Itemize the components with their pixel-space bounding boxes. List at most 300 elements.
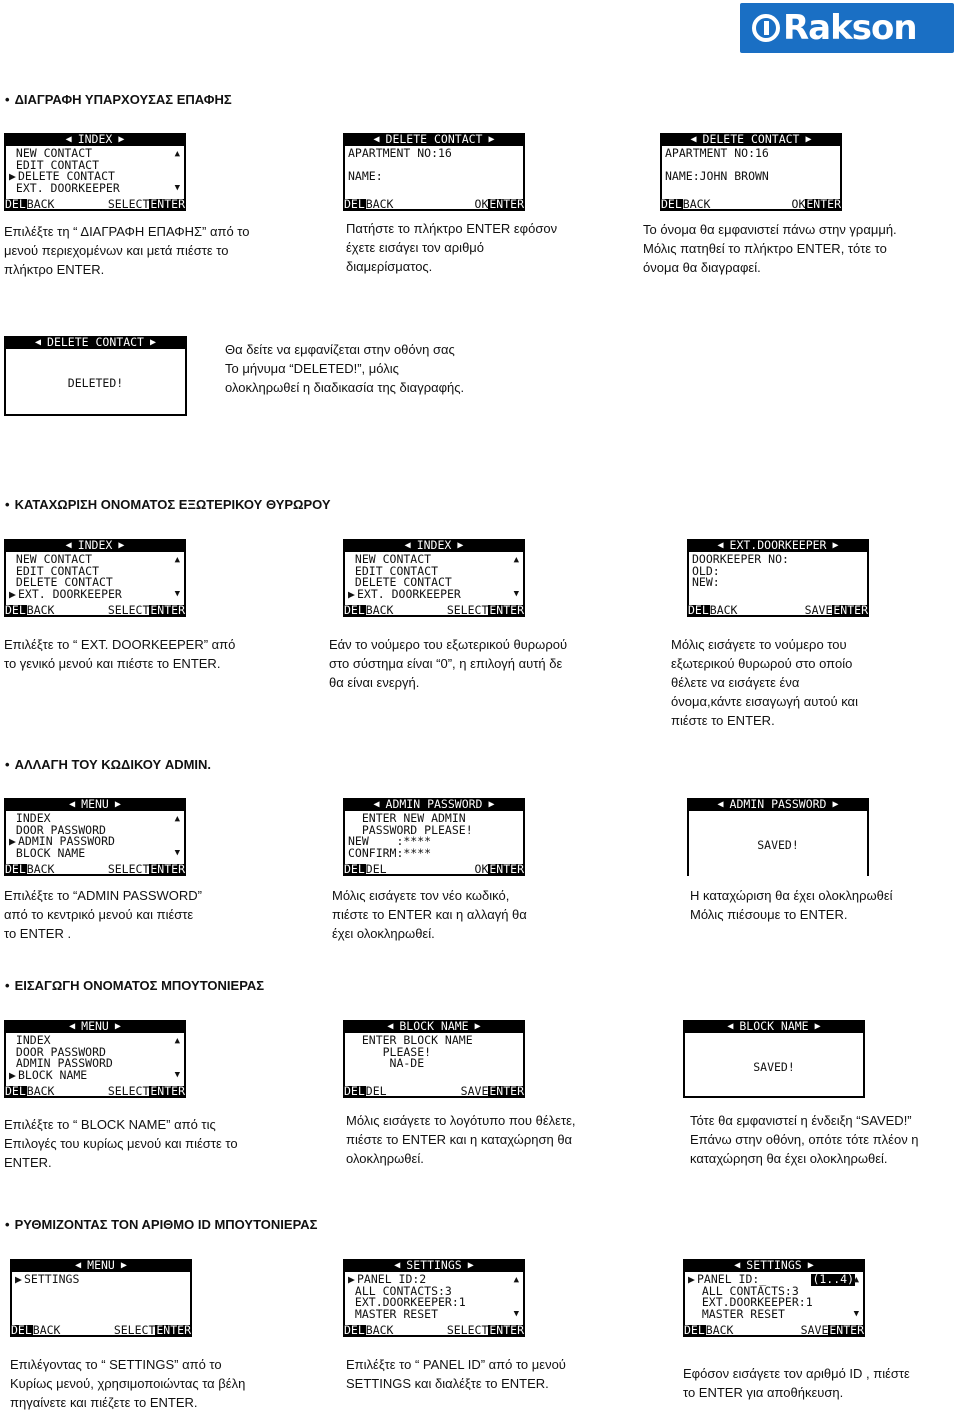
footer-left-label: BACK	[26, 602, 55, 617]
lcd-footer	[343, 863, 525, 876]
lcd-line-text: PASSWORD PLEASE!	[348, 822, 473, 837]
footer-right-label: SELECT	[446, 602, 489, 617]
lcd-line-text: PANEL ID:_	[697, 1272, 767, 1286]
triangle-up-icon: ▲	[174, 814, 180, 824]
caption-line: θέλετε να εισάγετε ένα	[671, 675, 800, 690]
lcd-line-text: ALL CONTACTS:3	[348, 1283, 452, 1298]
enter-key-label: ENTER	[156, 1322, 191, 1337]
lcd-title-bar	[660, 133, 842, 146]
caption-line: διαμερίσματος.	[346, 259, 433, 274]
lcd-line	[692, 577, 859, 589]
enter-key-label: ENTER	[489, 196, 524, 211]
enter-key-label: ENTER	[489, 602, 524, 617]
section-heading-panel-id: • ΡΥΘΜΙΖΟΝΤΑΣ ΤΟΝ ΑΡΙΘΜΟ ID ΜΠΟΥΤΟΝΙΕΡΑΣ	[5, 1217, 318, 1232]
footer-right	[791, 196, 842, 211]
triangle-down-icon: ▼	[513, 589, 519, 599]
lcd-screen-delete-contact-name	[660, 133, 842, 211]
del-key-label: DEL	[344, 196, 365, 211]
triangle-down-icon: ▼	[174, 589, 180, 599]
lcd-line-text: ALL CONTACTS:3	[688, 1283, 799, 1298]
lcd-title-bar	[4, 336, 187, 349]
lcd-screen-settings	[343, 1259, 525, 1337]
del-key-label: DEL	[5, 1083, 26, 1098]
lcd-screen-deleted	[4, 336, 187, 416]
chevron-right-icon: ▶	[832, 539, 839, 551]
chevron-left-icon: ◀	[69, 1020, 76, 1032]
chevron-left-icon: ◀	[75, 1259, 82, 1271]
lcd-line	[9, 1067, 176, 1082]
footer-right-label: SAVE	[460, 1083, 489, 1098]
lcd-line-text: APARTMENT NO:16	[665, 146, 769, 160]
footer-left	[660, 196, 711, 211]
del-key-label: DEL	[684, 1322, 705, 1337]
caption-line: Θα δείτε να εμφανίζεται στην οθόνη σας	[225, 342, 455, 357]
lcd-title: BLOCK NAME	[399, 1018, 469, 1033]
lcd-footer	[343, 1324, 525, 1337]
lcd-title-bar	[4, 1020, 186, 1033]
chevron-right-icon: ▶	[488, 133, 495, 145]
chevron-right-icon: ▶	[120, 1259, 127, 1271]
lcd-line	[348, 1058, 515, 1070]
footer-right-label: OK	[474, 861, 489, 876]
lcd-line-list	[692, 554, 859, 589]
bullet-icon: •	[5, 757, 10, 772]
lcd-line	[9, 845, 176, 860]
lcd-screen-block-name	[343, 1020, 525, 1098]
footer-left-label: BACK	[365, 196, 394, 211]
footer-right	[446, 602, 525, 617]
caption-line: Επιλέξτε το “ EXT. DOORKEEPER” από	[4, 637, 236, 652]
footer-right-label: SAVE	[800, 1322, 829, 1337]
triangle-down-icon: ▼	[174, 183, 180, 193]
lcd-line-list	[348, 148, 515, 183]
caption-line: ENTER.	[4, 1155, 52, 1170]
triangle-down-icon: ▼	[513, 1309, 519, 1319]
footer-right-label: SELECT	[113, 1322, 156, 1337]
lcd-screen-delete-contact	[343, 133, 525, 211]
footer-right-label: OK	[791, 196, 806, 211]
footer-left-label: BACK	[365, 1322, 394, 1337]
caption-select-panel-id	[346, 1355, 636, 1393]
lcd-line-text: CONFIRM:****	[348, 845, 432, 860]
footer-left-label: DEL	[365, 1083, 387, 1098]
lcd-title: INDEX	[77, 131, 113, 146]
caption-line: Επιλέξτε το “ADMIN PASSWORD”	[4, 888, 203, 903]
lcd-title: EXT.DOORKEEPER	[729, 537, 827, 552]
caption-line: πηγαίνετε και πιέζετε το ENTER.	[10, 1395, 198, 1410]
lcd-title-bar	[687, 539, 869, 552]
enter-key-label: ENTER	[833, 602, 868, 617]
lcd-title-bar	[343, 1020, 525, 1033]
chevron-left-icon: ◀	[69, 798, 76, 810]
lcd-line	[348, 171, 515, 183]
caption-line: από το κεντρικό μενού και πιέστε	[4, 907, 194, 922]
caption-block-saved	[690, 1111, 960, 1168]
footer-right-label: SELECT	[107, 602, 150, 617]
footer-right	[107, 196, 186, 211]
footer-right-label: OK	[474, 196, 489, 211]
lcd-line	[665, 148, 832, 160]
lcd-line-text: INDEX	[9, 811, 51, 825]
lcd-footer	[4, 863, 186, 876]
lcd-line-list	[348, 1274, 515, 1320]
caption-line: Επιλέξτε τη “ ΔΙΑΓΡΑΦΗ ΕΠΑΦΗΣ” από το	[4, 224, 250, 239]
caption-line: Κυρίως μενού, χρησιμοποιώντας τα βέλη	[10, 1376, 246, 1391]
lcd-line-list	[348, 554, 515, 600]
lcd-line-text: EXT. DOORKEEPER	[357, 586, 461, 601]
footer-left	[4, 196, 55, 211]
footer-right	[474, 861, 525, 876]
caption-line: πιέστε το ENTER.	[671, 713, 775, 728]
footer-right	[107, 1083, 186, 1098]
caption-enter-logo	[346, 1111, 636, 1168]
caption-line: Επιλογές του κυρίως μενού και πιέστε το	[4, 1136, 238, 1151]
lcd-footer	[660, 198, 842, 211]
caption-line: Εφόσον εισάγετε τον αριθμό ID , πιέστε	[683, 1366, 910, 1381]
caption-select-block-name	[4, 1115, 294, 1172]
caption-select-admin-password	[4, 886, 264, 943]
caption-line: εξωτερικού θυρωρού στο οποίο	[671, 656, 853, 671]
lcd-title-bar	[10, 1259, 192, 1272]
footer-left	[343, 602, 394, 617]
caption-line: το ENTER για αποθήκευση.	[683, 1385, 844, 1400]
enter-key-label: ENTER	[806, 196, 841, 211]
lcd-line-list	[348, 1035, 515, 1070]
lcd-line-list	[9, 554, 176, 600]
del-key-label: DEL	[688, 602, 709, 617]
caption-select-delete-contact	[4, 222, 294, 279]
caption-line: Εάν το νούμερο του εξωτερικού θυρωρού	[329, 637, 568, 652]
lcd-title: INDEX	[77, 537, 113, 552]
arrow-right-icon: ▶	[9, 169, 16, 183]
footer-left	[343, 861, 387, 876]
arrow-right-icon: ▶	[9, 834, 16, 848]
lcd-title-bar	[343, 539, 525, 552]
lcd-title: MENU	[81, 796, 109, 811]
lcd-footer	[4, 198, 186, 211]
lcd-line-list	[15, 1274, 182, 1286]
lcd-title: BLOCK NAME	[739, 1018, 809, 1033]
chevron-right-icon: ▶	[814, 1020, 821, 1032]
lcd-line-list	[348, 813, 515, 859]
lcd-line-text: EXT. DOORKEEPER	[18, 586, 122, 601]
lcd-title: SETTINGS	[746, 1257, 802, 1272]
chevron-right-icon: ▶	[807, 1259, 814, 1271]
lcd-title-bar	[683, 1020, 865, 1033]
del-key-label: DEL	[661, 196, 682, 211]
lcd-footer	[4, 604, 186, 617]
lcd-line-list	[688, 1274, 855, 1320]
range-hint: (1..4)	[812, 1272, 854, 1286]
lcd-line-text: NEW:	[692, 575, 720, 589]
footer-right	[800, 1322, 865, 1337]
lcd-line-text: MASTER RESET	[688, 1306, 785, 1321]
caption-line: το γενικό μενού και πιέστε το ENTER.	[4, 656, 221, 671]
chevron-left-icon: ◀	[35, 336, 42, 348]
del-key-label: DEL	[344, 1083, 365, 1098]
footer-left-label: BACK	[26, 861, 55, 876]
lcd-line	[9, 180, 176, 195]
triangle-up-icon: ▲	[513, 555, 519, 565]
lcd-line-text: MASTER RESET	[348, 1306, 439, 1321]
caption-line: όνομα θα διαγραφεί.	[643, 260, 761, 275]
chevron-left-icon: ◀	[717, 798, 724, 810]
section-heading-block-name: • ΕΙΣΑΓΩΓΗ ΟΝΟΜΑΤΟΣ ΜΠΟΥΤΟΝΙΕΡΑΣ	[5, 978, 265, 993]
lcd-line-text: EXT.DOORKEEPER:1	[348, 1295, 466, 1309]
lcd-title-bar	[343, 1259, 525, 1272]
arrow-right-icon: ▶	[348, 1272, 355, 1286]
footer-left	[4, 861, 55, 876]
arrow-right-icon: ▶	[688, 1272, 695, 1286]
lcd-title: INDEX	[416, 537, 452, 552]
caption-save-id	[683, 1364, 953, 1402]
lcd-title: DELETE CONTACT	[385, 131, 483, 146]
caption-deleted-message	[225, 340, 545, 397]
lcd-footer	[343, 604, 525, 617]
footer-left-label: BACK	[365, 602, 394, 617]
chevron-right-icon: ▶	[114, 798, 121, 810]
del-key-label: DEL	[5, 602, 26, 617]
caption-line: έχει ολοκληρωθεί.	[332, 926, 435, 941]
caption-line: το ENTER .	[4, 926, 72, 941]
chevron-left-icon: ◀	[717, 539, 724, 551]
chevron-right-icon: ▶	[832, 798, 839, 810]
caption-select-settings	[10, 1355, 300, 1412]
caption-line: πιέστε το ENTER και η καταχώρηση θα	[346, 1132, 573, 1147]
caption-line: Επιλέγοντας το “ SETTINGS” από το	[10, 1357, 222, 1372]
lcd-title: MENU	[81, 1018, 109, 1033]
lcd-title-bar	[4, 539, 186, 552]
footer-right	[446, 1322, 525, 1337]
lcd-line-list	[9, 1035, 176, 1081]
footer-right	[107, 602, 186, 617]
footer-right-label: SELECT	[446, 1322, 489, 1337]
lcd-title: MENU	[87, 1257, 115, 1272]
caption-line: Η καταχώριση θα έχει ολοκληρωθεί	[690, 888, 893, 903]
lcd-line-text: NAME:	[348, 169, 383, 183]
chevron-left-icon: ◀	[727, 1020, 734, 1032]
section-heading-ext-doorkeeper: • ΚΑΤΑΧΩΡΙΣΗ ΟΝΟΜΑΤΟΣ ΕΞΩΤΕΡΙΚΟΥ ΘΥΡΩΡΟΥ	[5, 497, 331, 512]
bullet-icon: •	[5, 978, 10, 993]
lcd-line	[665, 171, 832, 183]
footer-left	[4, 602, 55, 617]
lcd-line	[688, 1274, 855, 1286]
lcd-line	[9, 586, 176, 601]
footer-left-label: BACK	[26, 196, 55, 211]
del-key-label: DEL	[5, 196, 26, 211]
lcd-line-text: EXT. DOORKEEPER	[9, 180, 120, 195]
lcd-screen-index-ext	[4, 539, 186, 617]
lcd-title: ADMIN PASSWORD	[729, 796, 827, 811]
chevron-right-icon: ▶	[457, 539, 464, 551]
bullet-icon: •	[5, 92, 10, 107]
enter-key-label: ENTER	[150, 1083, 185, 1098]
lcd-line-text: APARTMENT NO:16	[348, 146, 452, 160]
triangle-down-icon: ▼	[853, 1309, 859, 1319]
lcd-line	[348, 586, 515, 601]
lcd-screen-menu-admin	[4, 798, 186, 876]
enter-key-label: ENTER	[829, 1322, 864, 1337]
arrow-right-icon: ▶	[15, 1272, 22, 1286]
caption-line: Μόλις πατηθεί το πλήκτρο ENTER, τότε το	[643, 241, 887, 256]
enter-key-label: ENTER	[489, 1322, 524, 1337]
lcd-line	[348, 148, 515, 160]
lcd-footer	[343, 198, 525, 211]
lcd-line-text: ENTER NEW ADMIN	[348, 811, 466, 825]
lcd-title: DELETE CONTACT	[47, 334, 144, 349]
caption-select-ext-doorkeeper	[4, 635, 294, 673]
lcd-line-text: NEW CONTACT	[9, 146, 93, 160]
lcd-line-text: OLD:	[692, 563, 720, 578]
lcd-title-bar	[343, 798, 525, 811]
del-key-label: DEL	[5, 861, 26, 876]
arrow-right-icon: ▶	[348, 586, 355, 601]
lcd-line	[348, 845, 515, 860]
chevron-left-icon: ◀	[734, 1259, 741, 1271]
lcd-line-list	[9, 148, 176, 194]
lcd-screen-menu-settings	[10, 1259, 192, 1337]
lcd-line-text: ADMIN PASSWORD	[18, 834, 115, 848]
footer-left	[687, 602, 738, 617]
footer-left	[683, 1322, 734, 1337]
lcd-title: DELETE CONTACT	[702, 131, 800, 146]
triangle-up-icon: ▲	[853, 1275, 859, 1285]
chevron-right-icon: ▶	[488, 798, 495, 810]
lcd-footer	[4, 1085, 186, 1098]
caption-line: πιέστε το ENTER και η αλλαγή θα	[332, 907, 527, 922]
lcd-title-bar	[4, 133, 186, 146]
arrow-right-icon: ▶	[9, 1067, 16, 1082]
lcd-screen-block-saved	[683, 1020, 865, 1098]
lcd-title-bar	[4, 798, 186, 811]
lcd-line-text: SETTINGS	[24, 1272, 80, 1286]
bullet-icon: •	[5, 497, 10, 512]
chevron-left-icon: ◀	[65, 133, 72, 145]
triangle-up-icon: ▲	[174, 555, 180, 565]
lcd-message: SAVED!	[757, 838, 799, 852]
lcd-line-text: DELETE CONTACT	[348, 575, 452, 589]
rakson-logo	[740, 3, 954, 53]
lcd-message: SAVED!	[753, 1060, 795, 1074]
caption-line: ολοκληρωθεί η διαδικασία της διαγραφής.	[225, 380, 465, 395]
caption-line: πλήκτρο ENTER.	[4, 262, 105, 277]
lcd-line-text: PLEASE!	[348, 1044, 432, 1059]
section-heading-admin-password: • ΑΛΛΑΓΗ ΤΟΥ ΚΩΔΙΚΟΥ ADMIN.	[5, 757, 212, 772]
footer-left-label: BACK	[709, 602, 738, 617]
chevron-left-icon: ◀	[387, 1020, 394, 1032]
lcd-line-text: NEW CONTACT	[9, 552, 93, 566]
lcd-line-text: NAME:JOHN BROWN	[665, 169, 769, 183]
lcd-footer	[343, 1085, 525, 1098]
footer-right-label: SELECT	[107, 196, 150, 211]
lcd-title: SETTINGS	[406, 1257, 462, 1272]
enter-key-label: ENTER	[489, 1083, 524, 1098]
caption-line: Μόλις πιέσουμε το ENTER.	[690, 907, 848, 922]
caption-line: έχετε εισάγει τον αριθμό	[346, 240, 485, 255]
caption-enter-doorkeeper-name	[671, 635, 931, 730]
del-key-label: DEL	[344, 861, 365, 876]
lcd-footer	[683, 1324, 865, 1337]
lcd-screen-ext-doorkeeper	[687, 539, 869, 617]
lcd-line-text: DELETE CONTACT	[9, 575, 113, 589]
caption-line: Επιλέξτε το “ PANEL ID” από το μενού	[346, 1357, 566, 1372]
lcd-line	[688, 1306, 855, 1321]
lcd-line	[348, 1306, 515, 1321]
footer-left-label: DEL	[365, 861, 387, 876]
caption-new-password	[332, 886, 592, 943]
lcd-line-list	[9, 813, 176, 859]
caption-line: Πατήστε το πλήκτρο ENTER εφόσον	[346, 221, 558, 236]
footer-left-label: BACK	[26, 1083, 55, 1098]
footer-right	[474, 196, 525, 211]
chevron-left-icon: ◀	[373, 798, 380, 810]
footer-right-label: SELECT	[107, 861, 150, 876]
footer-right-label: SAVE	[804, 602, 833, 617]
lcd-footer	[10, 1324, 192, 1337]
footer-left	[343, 196, 394, 211]
lcd-line-text: BLOCK NAME	[9, 845, 86, 860]
caption-line: θα είναι ενεργή.	[329, 675, 420, 690]
lcd-line-text: ENTER BLOCK NAME	[348, 1033, 473, 1047]
footer-left-label: BACK	[32, 1322, 61, 1337]
chevron-right-icon: ▶	[149, 336, 156, 348]
triangle-up-icon: ▲	[513, 1275, 519, 1285]
lcd-message: DELETED!	[67, 376, 124, 390]
caption-line: Μόλις εισάγετε το λογότυπο που θέλετε,	[346, 1113, 576, 1128]
caption-line: Μόλις εισάγετε το νούμερο του	[671, 637, 847, 652]
chevron-right-icon: ▶	[467, 1259, 474, 1271]
footer-left	[343, 1322, 394, 1337]
lcd-line-list	[665, 148, 832, 183]
lcd-line-text: INDEX	[9, 1033, 51, 1047]
chevron-left-icon: ◀	[690, 133, 697, 145]
bullet-icon: •	[5, 1217, 10, 1232]
section-heading-delete-contact: • ΔΙΑΓΡΑΦΗ ΥΠΑΡΧΟΥΣΑΣ ΕΠΑΦΗΣ	[5, 92, 232, 107]
lcd-footer	[687, 604, 869, 617]
footer-left	[4, 1083, 55, 1098]
enter-key-label: ENTER	[489, 861, 524, 876]
enter-key-label: ENTER	[150, 602, 185, 617]
power-logo-icon	[752, 14, 780, 42]
lcd-title-bar	[343, 133, 525, 146]
lcd-screen-index	[4, 133, 186, 211]
lcd-line-text: NA-DE	[348, 1056, 425, 1070]
lcd-line-text: DELETE CONTACT	[18, 169, 115, 183]
enter-key-label: ENTER	[150, 196, 185, 211]
footer-right-label: SELECT	[107, 1083, 150, 1098]
lcd-line-text: EXT.DOORKEEPER:1	[688, 1295, 813, 1309]
caption-line: καταχώρηση θα έχει ολοκληρωθεί.	[690, 1151, 888, 1166]
footer-right	[460, 1083, 525, 1098]
lcd-screen-admin-saved	[687, 798, 869, 876]
lcd-title: ADMIN PASSWORD	[385, 796, 483, 811]
chevron-right-icon: ▶	[118, 539, 125, 551]
del-key-label: DEL	[344, 602, 365, 617]
del-key-label: DEL	[11, 1322, 32, 1337]
caption-line: Το μήνυμα “DELETED!”, μόλις	[225, 361, 399, 376]
lcd-line	[15, 1274, 182, 1286]
chevron-right-icon: ▶	[805, 133, 812, 145]
lcd-line-text: PANEL ID:2	[357, 1272, 427, 1286]
caption-line: στο σύστημα είναι “0”, η επιλογή αυτή δε	[329, 656, 563, 671]
caption-line: όνομα,κάντε εισαγωγή αυτού και	[671, 694, 858, 709]
arrow-right-icon: ▶	[9, 586, 16, 601]
chevron-right-icon: ▶	[474, 1020, 481, 1032]
lcd-line-text: DOORKEEPER NO:	[692, 552, 789, 566]
lcd-line-text: EDIT CONTACT	[9, 157, 100, 172]
caption-line: Μόλις εισάγετε τον νέο κωδικό,	[332, 888, 510, 903]
footer-left	[10, 1322, 61, 1337]
